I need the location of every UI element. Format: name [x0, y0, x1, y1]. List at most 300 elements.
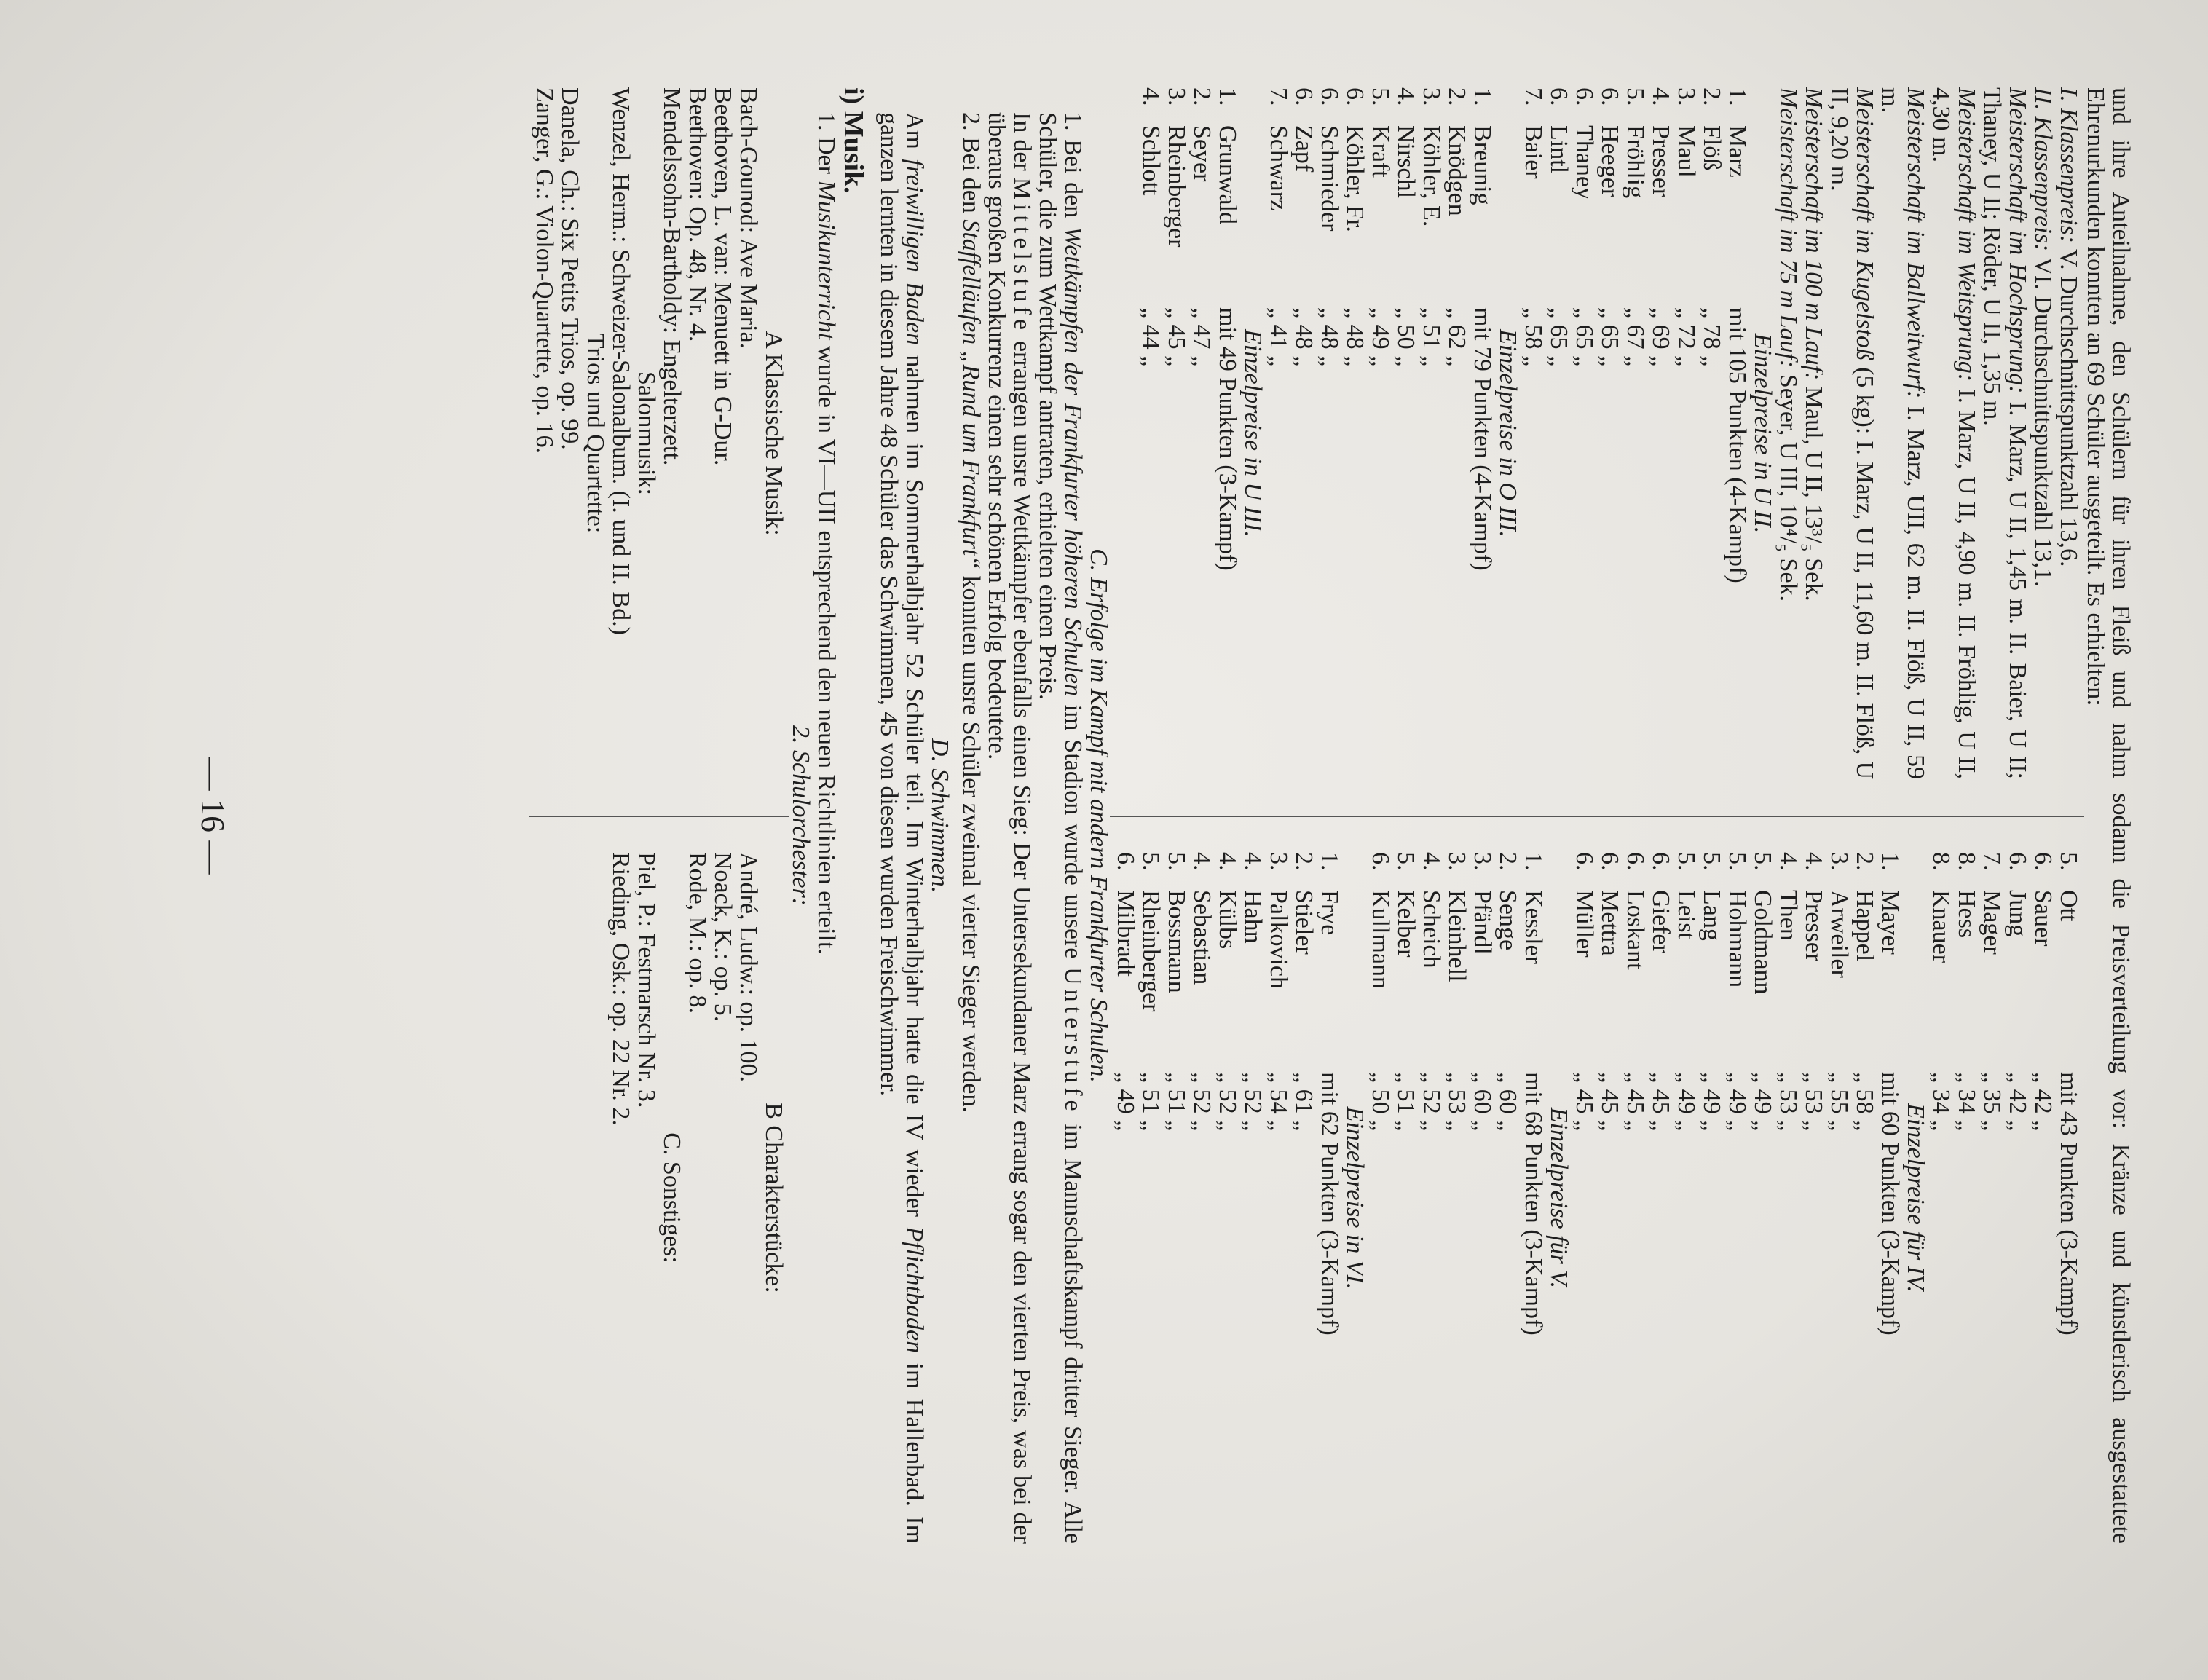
student-name: Schwarz [1265, 125, 1292, 211]
rank-number: 5. [1724, 852, 1751, 871]
points: „ 55 „ [1826, 1072, 1853, 1132]
ranking-row [1164, 852, 1189, 1544]
section-c-paragraph-1 [1035, 87, 1086, 1544]
award-label: Meisterschaft im Hochsprung: [2004, 87, 2031, 394]
awards-list [1775, 87, 2081, 779]
points: „ 41 „ [1265, 307, 1292, 367]
rank-number: 6. [1112, 852, 1139, 871]
heading-iv: Einzelpreise für IV. [1902, 1103, 1929, 1293]
points: „ 60 „ [1469, 1072, 1496, 1132]
student-name: Jung [2004, 890, 2031, 937]
text-span: konnten unsre Schüler zweimal vierter Sieger werden. [958, 569, 985, 1113]
student-name: Mager [1979, 890, 2006, 955]
points: „ 47 „ [1188, 307, 1215, 367]
student-name: Külbs [1214, 890, 1241, 950]
music-left-column [532, 87, 786, 816]
ranking-row [1317, 87, 1342, 779]
rank-number: 7. [1265, 87, 1292, 106]
left-column-top [1113, 87, 2081, 816]
rank-number: 5. [1698, 852, 1725, 871]
classical-list [659, 87, 761, 779]
award-text: VI. Durchschnittspunktzahl 13,1. [2030, 251, 2057, 587]
ranking-row [1623, 852, 1648, 1544]
trios-heading: Trios und Quartette: [582, 333, 609, 534]
rank-number: 4. [1137, 87, 1164, 106]
award-text: Seyer, U III, 10⁴/₅ Sek. [1775, 368, 1802, 602]
ranking-row [1521, 87, 1546, 779]
misc-list [608, 852, 659, 1544]
award-label: Meisterschaft im 75 m Lauf: [1775, 87, 1802, 368]
ranking-row [1546, 87, 1572, 779]
points: „ 42 „ [2030, 1072, 2057, 1132]
points: „ 45 „ [1647, 1072, 1674, 1132]
student-name: Rheinberger [1137, 890, 1164, 1012]
award-text: I. Marz, U II, 4,90 m. II. Fröhlig, U II, 4,30 m. [1928, 87, 1980, 779]
rank-number: 6. [1545, 87, 1572, 106]
student-name: Kraft [1367, 125, 1394, 178]
section-c-paragraph-3 [958, 87, 984, 1544]
award-entry [1877, 87, 1928, 779]
points: „ 48 „ [1290, 307, 1317, 367]
rank-number: 5. [1673, 852, 1700, 871]
ranking-row [2005, 852, 2030, 1544]
ranking-row [1954, 852, 1979, 1544]
music-item: Noack, K.: op. 5. [709, 852, 736, 1022]
text-span: In der [1009, 112, 1036, 178]
points: mit 62 Punkten (3-Kampf) [1316, 1072, 1343, 1336]
rank-number: 1. [1877, 852, 1904, 871]
rank-number: 7. [1979, 852, 2006, 871]
ranking-row [1189, 852, 1215, 1544]
ranking-row [1495, 852, 1521, 1544]
student-name: Kessler [1520, 890, 1547, 964]
points: „ 54 „ [1265, 1072, 1292, 1132]
rank-number: 2. [1698, 87, 1725, 106]
points: „ 48 „ [1341, 307, 1368, 367]
ranking-row [1572, 87, 1597, 779]
rank-number: 1. [1469, 87, 1496, 106]
music-item: Bach-Gounod: Ave Maria. [735, 87, 762, 350]
award-text: (5 kg): I. Marz, U II, 11,60 m. II. Flöß, U II, 9,20 m. [1826, 87, 1878, 780]
points: „ 49 „ [1112, 1072, 1139, 1132]
rank-number: 5. [1392, 852, 1419, 871]
student-name: Zapf [1290, 125, 1317, 173]
page-number: — 16 — [194, 757, 232, 875]
text-span: Musikunterricht [813, 180, 840, 340]
music-right-column [532, 816, 786, 1544]
rank-number: 6. [1596, 87, 1623, 106]
rank-number: 1. [1214, 87, 1241, 106]
ranking-row [1342, 87, 1368, 779]
rank-number: 4. [1418, 852, 1445, 871]
ranking-row [1393, 87, 1419, 779]
text-span: Staffelläufen „Rund um Frankfurt“ [958, 219, 985, 570]
award-label: I. Klassenpreis: [2055, 87, 2082, 244]
student-name: Thaney [1571, 125, 1598, 200]
ranking-row [1775, 852, 1801, 1544]
section-i-paragraph [813, 87, 839, 1544]
points: „ 65 „ [1596, 307, 1623, 367]
ranking-row [1979, 852, 2005, 1544]
points: „ 45 „ [1622, 1072, 1649, 1132]
text-span: errangen unsre Wettkämpfer ebenfalls einen Sieg: Der Untersekundaner Marz errang sogar den vierten Preis, was bei der überaus großen Konkurrenz einen sehr schönen Erfolg bedeutete. [983, 112, 1036, 1544]
award-label: Meisterschaft im Ballweitwurf: [1902, 87, 1929, 399]
points: „ 48 „ [1316, 307, 1343, 367]
student-name: Giefer [1647, 890, 1674, 953]
student-name: Presser [1800, 890, 1827, 962]
ranking-row [1317, 852, 1342, 1544]
list-v [1368, 852, 1546, 1544]
award-label: Meisterschaft im Kugelstoß [1851, 87, 1878, 361]
ranking-row [1189, 87, 1215, 779]
ranking-row [1444, 852, 1470, 1544]
student-name: Kullmann [1367, 890, 1394, 989]
heading-oiii: Einzelpreise in O III. [1494, 329, 1521, 537]
rank-number: 2. [1443, 87, 1470, 106]
student-name: Schmieder [1316, 125, 1343, 232]
ranking-row [1113, 852, 1138, 1544]
student-name: Flöß [1698, 125, 1725, 171]
points: mit 79 Punkten (4-Kampf) [1469, 307, 1496, 571]
classical-heading: A Klassische Musik: [760, 331, 787, 536]
student-name: Knödgen [1443, 125, 1470, 216]
student-name: Bossmann [1163, 890, 1190, 993]
music-item: André, Ludw.: op. 100. [735, 852, 762, 1083]
student-name: Leist [1673, 890, 1700, 939]
student-name: Sauer [2030, 890, 2057, 947]
ranking-row [1648, 87, 1673, 779]
rank-number: 1. [1316, 852, 1343, 871]
rank-number: 6. [1341, 87, 1368, 106]
rank-number: 3. [1826, 852, 1853, 871]
ranking-row [1164, 87, 1189, 779]
points: „ 52 „ [1188, 1072, 1215, 1132]
rank-number: 6. [1647, 852, 1674, 871]
ranking-row [1368, 87, 1393, 779]
music-item: Beethoven: Op. 48, Nr. 4. [684, 87, 711, 342]
points: „ 49 „ [1673, 1072, 1700, 1132]
rank-number: 3. [1163, 87, 1190, 106]
ranking-row [2056, 852, 2081, 1544]
ranking-row [1623, 87, 1648, 779]
points: „ 45 „ [1596, 1072, 1623, 1132]
student-name: Then [1775, 890, 1802, 941]
award-entry [1826, 87, 1877, 779]
student-name: Lintl [1545, 125, 1572, 174]
list-uii [1521, 87, 1750, 779]
ranking-row [1928, 852, 1954, 1544]
text-span: im Mannschaftskampf dritter Sieger. Alle Schüler, die zum Wettkampf antraten, erhielten einen Preis. [1034, 112, 1087, 1544]
points: „ 51 „ [1163, 1072, 1190, 1132]
points: „ 44 „ [1137, 307, 1164, 367]
student-name: Hess [1953, 890, 1980, 939]
column-divider [1110, 816, 2084, 817]
document-page [109, 87, 2134, 1544]
rank-number: 2. [1188, 87, 1215, 106]
award-entry [1801, 87, 1826, 779]
misc-heading: C. Sonstiges: [658, 1132, 685, 1263]
ranking-row [1419, 852, 1444, 1544]
salon-heading: Salonmusik: [633, 371, 660, 496]
student-name: Fröhlig [1622, 125, 1649, 199]
ranking-row [1240, 852, 1266, 1544]
points: „ 52 „ [1214, 1072, 1241, 1132]
student-name: Stieler [1290, 890, 1317, 955]
rank-number: 5. [1367, 87, 1394, 106]
rank-number: 6. [1316, 87, 1343, 106]
award-text: V. Durchschnittspunktzahl 13,6. [2055, 243, 2082, 567]
ranking-row [1648, 852, 1673, 1544]
section-d-paragraph [876, 87, 927, 1544]
points: „ 58 „ [1520, 307, 1547, 367]
ranking-row [1826, 852, 1852, 1544]
ranking-row [1699, 852, 1724, 1544]
text-span: wurde in VI—UII entsprechend den neuen Richtlinien erteilt. [813, 339, 840, 955]
ranking-row [1801, 852, 1826, 1544]
right-column-top [1113, 816, 2081, 1544]
text-span: 2. Bei den [958, 112, 985, 220]
section-c-heading: C. Erfolge im Kampf mit andern Frankfurter Schulen. [1085, 548, 1112, 1083]
text-span: Am [901, 112, 928, 159]
student-name: Loskant [1622, 890, 1649, 970]
rank-number: 6. [1367, 852, 1394, 871]
rank-number: 2. [1290, 852, 1317, 871]
rank-number: 3. [1443, 852, 1470, 871]
text-span: Pflichtbaden [901, 1226, 928, 1354]
student-name: Seyer [1188, 125, 1215, 182]
student-name: Arweiler [1826, 890, 1853, 978]
music-item: Rieding, Osk.: op. 22 Nr. 2. [607, 852, 634, 1126]
rank-number: 7. [1520, 87, 1547, 106]
trios-list [532, 87, 583, 779]
ranking-row [1266, 852, 1291, 1544]
ranking-row [1419, 87, 1444, 779]
text-span: Mittelstufe [1009, 177, 1036, 334]
ranking-row [1215, 852, 1240, 1544]
character-pieces-list [685, 852, 761, 1544]
rank-number: 5. [1622, 87, 1649, 106]
section-c-paragraph-2 [984, 87, 1035, 1544]
student-name: Rheinberger [1163, 125, 1190, 248]
heading-vi: Einzelpreise in VI. [1341, 1106, 1368, 1290]
list-uiii [1138, 87, 1240, 779]
student-name: Kleinhell [1443, 890, 1470, 982]
rank-number: 5. [1137, 852, 1164, 871]
list-vi [1113, 852, 1342, 1544]
student-name: Schlott [1137, 125, 1164, 196]
student-name: Ott [2055, 890, 2082, 922]
points: mit 68 Punkten (3-Kampf) [1520, 1072, 1547, 1336]
student-name: Kelber [1392, 890, 1419, 958]
music-item: Wenzel, Herm.: Schweizer-Salonalbum. (I. und II. Bd.) [607, 87, 634, 635]
ranking-row [1470, 87, 1495, 779]
rank-number: 6. [2004, 852, 2031, 871]
salon-list [608, 87, 634, 779]
rank-number: 4. [1214, 852, 1241, 871]
points: mit 60 Punkten (3-Kampf) [1877, 1072, 1904, 1336]
rank-number: 5. [1749, 852, 1776, 871]
rank-number: 8. [1953, 852, 1980, 871]
student-name: Pfändl [1469, 890, 1496, 955]
ranking-row [1750, 852, 1775, 1544]
music-item: Rode, M.: op. 8. [684, 852, 711, 1014]
ranking-row [1673, 852, 1699, 1544]
award-entry [1928, 87, 1979, 779]
points: „ 42 „ [2004, 1072, 2031, 1132]
rank-number: 4. [1239, 852, 1266, 871]
ranking-row [1724, 852, 1750, 1544]
student-name: Köhler, Fr. [1341, 125, 1368, 232]
rank-number: 3. [1673, 87, 1700, 106]
points: „ 60 „ [1494, 1072, 1521, 1132]
points: mit 49 Punkten (3-Kampf) [1214, 307, 1241, 571]
points: mit 105 Punkten (4-Kampf) [1724, 307, 1751, 583]
text-span: 1. Bei den [1060, 112, 1087, 227]
music-item: Beethoven, L. van: Menuett in G-Dur. [709, 87, 736, 466]
music-item: Danela, Ch.: Six Petits Trios, op. 99. [556, 87, 583, 450]
student-name: Breunig [1469, 125, 1496, 205]
rank-number: 6. [1571, 852, 1598, 871]
points: „ 51 „ [1392, 1072, 1419, 1132]
section-i-heading: i) Musik. [838, 87, 869, 194]
student-name: Hohmann [1724, 890, 1751, 988]
award-entry [2030, 87, 2056, 779]
rank-number: 4. [1775, 852, 1802, 871]
student-name: Müller [1571, 890, 1598, 958]
student-name: Baier [1520, 125, 1547, 179]
rank-number: 4. [1392, 87, 1419, 106]
rank-number: 6. [2030, 852, 2057, 871]
award-entry [2056, 87, 2081, 779]
heading-uii: Einzelpreise in U II. [1749, 333, 1776, 534]
heading-v: Einzelpreise für V. [1545, 1107, 1572, 1289]
points: „ 62 „ [1443, 307, 1470, 367]
student-name: Nirschl [1392, 125, 1419, 199]
text-span: Unterstufe [1060, 967, 1087, 1116]
column-divider [529, 816, 789, 817]
award-entry [1775, 87, 1801, 779]
student-name: Happel [1851, 890, 1878, 962]
points: „ 61 „ [1290, 1072, 1317, 1132]
student-name: Marz [1724, 125, 1751, 178]
points: „ 49 „ [1698, 1072, 1725, 1132]
award-text: I. Marz, UII, 62 m. II. Flöß, U II, 59 m. [1877, 87, 1929, 779]
points: „ 53 „ [1800, 1072, 1827, 1132]
points: „ 34 „ [1953, 1072, 1980, 1132]
student-name: Milbradt [1112, 890, 1139, 977]
ranking-row [1368, 852, 1393, 1544]
rank-number: 2. [1851, 852, 1878, 871]
points: „ 53 „ [1443, 1072, 1470, 1132]
list-iv [1572, 852, 1903, 1544]
awards-columns [1113, 87, 2081, 1544]
orchestra-heading: 2. Schulorchester: [787, 725, 814, 906]
points: „ 52 „ [1418, 1072, 1445, 1132]
list-uiii-continued [1928, 852, 2081, 1544]
points: „ 72 „ [1673, 307, 1700, 367]
list-oiii [1266, 87, 1495, 779]
points: „ 35 „ [1979, 1072, 2006, 1132]
rank-number: 4. [1800, 852, 1827, 871]
ranking-row [1393, 852, 1419, 1544]
student-name: Mettra [1596, 890, 1623, 956]
ranking-row [1444, 87, 1470, 779]
rank-number: 6. [1571, 87, 1598, 106]
rank-number: 6. [1290, 87, 1317, 106]
character-pieces-heading: B Charakterstücke: [760, 1103, 787, 1293]
ranking-row [1877, 852, 1903, 1544]
award-text: Maul, U II, 13³/₅ Sek. [1800, 380, 1827, 602]
heading-uiii: Einzelpreise in U III. [1239, 329, 1266, 537]
ranking-row [1597, 852, 1623, 1544]
points: „ 52 „ [1239, 1072, 1266, 1132]
student-name: Grunwald [1214, 125, 1241, 224]
rank-number: 3. [1469, 852, 1496, 871]
ranking-row [1521, 852, 1546, 1544]
points: „ 58 „ [1851, 1072, 1878, 1132]
student-name: Goldmann [1749, 890, 1776, 995]
rank-number: 6. [1596, 852, 1623, 871]
rank-number: 8. [1928, 852, 1955, 871]
points: „ 65 „ [1571, 307, 1598, 367]
award-text: I. Marz, U II, 1,45 m. II. Baier, U II; Thaney, U II; Röder, U II, 1,35 m. [1979, 87, 2031, 779]
student-name: Senge [1494, 890, 1521, 951]
points: „ 65 „ [1545, 307, 1572, 367]
section-d-heading: D. Schwimmen. [926, 738, 953, 894]
student-name: Presser [1647, 125, 1674, 197]
text-span: 1. Der [813, 112, 840, 181]
rank-number: 5. [1163, 852, 1190, 871]
award-label: Meisterschaft im Weitsprung: [1953, 87, 1980, 382]
music-columns [532, 87, 786, 1544]
points: „ 50 „ [1367, 1072, 1394, 1132]
music-item: Zanger, G.: Violon-Quartette, op. 16. [531, 87, 558, 454]
award-label: Meisterschaft im 100 m Lauf: [1800, 87, 1827, 381]
student-name: Hahn [1239, 890, 1266, 944]
student-name: Palkovich [1265, 890, 1292, 989]
text-span: im Hallenbad. Im ganzen lernten in diesem Jahre 48 Schüler das Schwimmen, 45 von diesen wurden Freischwimmer. [875, 112, 928, 1545]
ranking-row [2030, 852, 2056, 1544]
rank-number: 3. [1418, 87, 1445, 106]
ranking-row [1852, 852, 1877, 1544]
ranking-row [1572, 852, 1597, 1544]
rank-number: 3. [1265, 852, 1292, 871]
points: „ 34 „ [1928, 1072, 1955, 1132]
student-name: Mayer [1877, 890, 1904, 955]
ranking-row [1291, 852, 1317, 1544]
rank-number: 6. [1622, 852, 1649, 871]
points: „ 49 „ [1749, 1072, 1776, 1132]
student-name: Knauer [1928, 890, 1955, 963]
points: „ 67 „ [1622, 307, 1649, 367]
student-name: Sebastian [1188, 890, 1215, 985]
points: „ 51 „ [1137, 1072, 1164, 1132]
points: mit 43 Punkten (3-Kampf) [2055, 1072, 2082, 1336]
ranking-row [1673, 87, 1699, 779]
student-name: Frye [1316, 890, 1343, 936]
points: „ 45 „ [1571, 1072, 1598, 1132]
points: „ 45 „ [1163, 307, 1190, 367]
text-span: nahmen im Sommerhalbjahr 52 Schüler teil. Im Winterhalbjahr hatte die IV wieder [901, 345, 928, 1227]
music-item: Mendelssohn-Bartholdy: Engelterzett. [658, 87, 685, 466]
student-name: Scheich [1418, 890, 1445, 969]
ranking-row [1266, 87, 1291, 779]
ranking-row [1699, 87, 1724, 779]
rank-number: 1. [1520, 852, 1547, 871]
text-span: Wettkämpfen der Frankfurter höheren Schulen [1060, 226, 1087, 696]
points: „ 78 „ [1698, 307, 1725, 367]
ranking-row [1597, 87, 1623, 779]
